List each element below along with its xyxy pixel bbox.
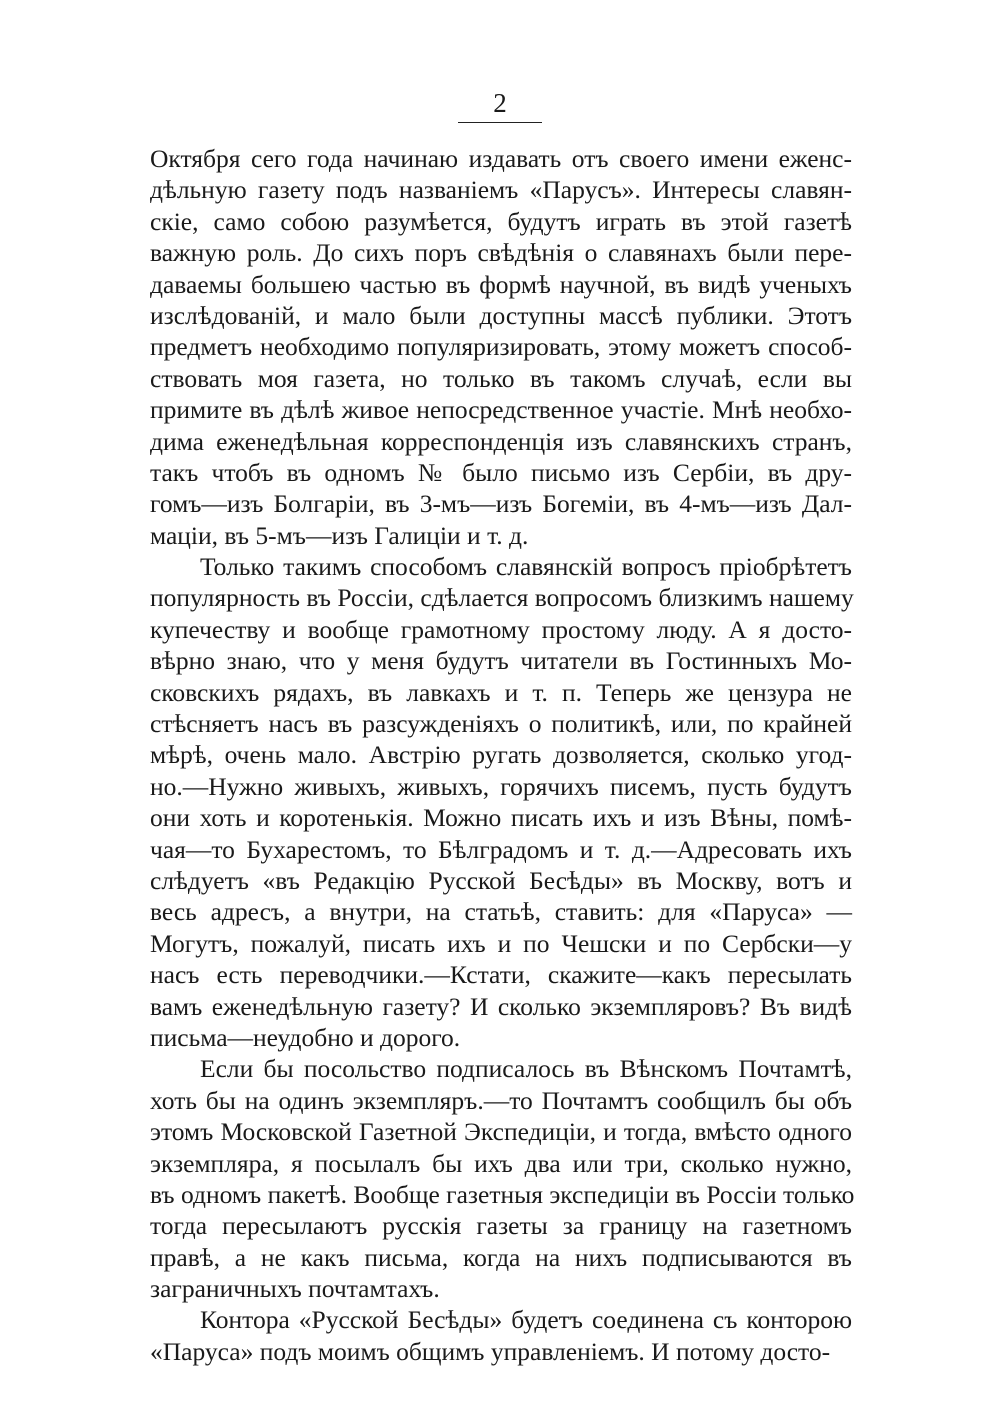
text-line: популярность въ Россіи, сдѣлается вопросомъ близкимъ нашему [150,583,854,613]
text-line: примите въ дѣлѣ живое непосредственное участіе. Мнѣ необхо- [150,395,852,425]
text-line: заграничныхъ почтамтахъ. [150,1274,440,1304]
page-header [0,88,1000,118]
text-line: экземпляра, я посылалъ бы ихъ два или три, сколько нужно, [150,1148,852,1178]
text-line: Могутъ, пожалуй, писать ихъ и по Чешски и по Сербски—у [150,928,852,958]
text-line: но.—Нужно живыхъ, живыхъ, горячихъ писемъ, пусть будутъ [150,771,852,801]
text-line: купечеству и вообще грамотному простому люду. А я досто- [150,614,852,644]
text-line: тогда пересылаютъ русскія газеты за границу на газетномъ [150,1211,852,1241]
text-line: предметъ необходимо популяризировать, этому можетъ способ- [150,332,852,362]
text-line: этомъ Московской Газетной Экспедиціи, и тогда, вмѣсто одного [150,1117,852,1147]
text-line: важную роль. До сихъ поръ свѣдѣнія о славянахъ были пере- [150,238,852,268]
text-line: правѣ, а не какъ письма, когда на нихъ подписываются въ [150,1242,852,1272]
text-line: сковскихъ рядахъ, въ лавкахъ и т. п. Теперь же цензура не [150,677,852,707]
paragraph [150,1304,852,1367]
paragraph [150,143,852,551]
paragraph [150,1053,855,1304]
text-line: скіе, само собою разумѣется, будутъ играть въ этой газетѣ [150,206,852,236]
text-line: письма—неудобно и дорого. [150,1022,461,1052]
text-line: Только такимъ способомъ славянскій вопросъ пріобрѣтетъ [200,552,852,582]
header-rule [458,122,542,123]
text-line: весь адресъ, а внутри, на статьѣ, ставить: для «Паруса» — [150,897,852,927]
text-line: чая—то Бухарестомъ, то Бѣлградомъ и т. д.—Адресовать ихъ [150,834,852,864]
text-line: вамъ еженедѣльную газету? И сколько экземпляровъ? Въ видѣ [150,991,852,1021]
text-line: вѣрно знаю, что у меня будутъ читатели въ Гостинныхъ Мо- [150,646,852,676]
text-line: слѣдуетъ «въ Редакцію Русской Бесѣды» въ Москву, вотъ и [150,865,852,895]
paragraph [150,551,852,1053]
text-line: стѣсняетъ насъ въ разсужденіяхъ о политикѣ, или, по крайней [150,709,852,739]
text-line: хоть бы на одинъ экземпляръ.—то Почтамтъ сообщилъ бы объ [150,1085,852,1115]
text-line: въ одномъ пакетѣ. Вообще газетныя экспедиціи въ Россіи только [150,1179,855,1209]
text-line: изслѣдованій, и мало были доступны массѣ публики. Этотъ [150,300,852,330]
text-line: гомъ—изъ Болгаріи, въ 3-мъ—изъ Богеміи, въ 4-мъ—изъ Дал- [150,489,852,519]
text-line: такъ чтобъ въ одномъ № было письмо изъ Сербіи, въ дру- [150,457,852,487]
text-line: Контора «Русской Бесѣды» будетъ соединена съ конторою [200,1305,852,1335]
text-line: даваемы большею частью въ формѣ научной, въ видѣ ученыхъ [150,269,852,299]
text-line: они хоть и коротенькія. Можно писать ихъ и изъ Вѣны, помѣ- [150,803,852,833]
text-line: Октября сего года начинаю издавать отъ своего имени еженс- [150,144,852,173]
page-number: 2 [493,88,507,118]
text-line: ствовать моя газета, но только въ такомъ случаѣ, если вы [150,363,852,393]
text-line: дѣльную газету подъ названіемъ «Парусъ». Интересы славян- [150,175,852,205]
text-line: дима еженедѣльная корреспонденція изъ славянскихъ странъ, [150,426,852,456]
text-line: маціи, въ 5-мъ—изъ Галиціи и т. д. [150,520,529,550]
text-line: Если бы посольство подписалось въ Вѣнскомъ Почтамтѣ, [200,1054,852,1084]
text-line: «Паруса» подъ моимъ общимъ управленіемъ. И потому досто- [150,1336,831,1366]
body-text [150,143,855,1367]
text-line: мѣрѣ, очень мало. Австрію ругать дозволяется, сколько угод- [150,740,852,770]
text-line: насъ есть переводчики.—Кстати, скажите—какъ пересылать [150,960,852,990]
